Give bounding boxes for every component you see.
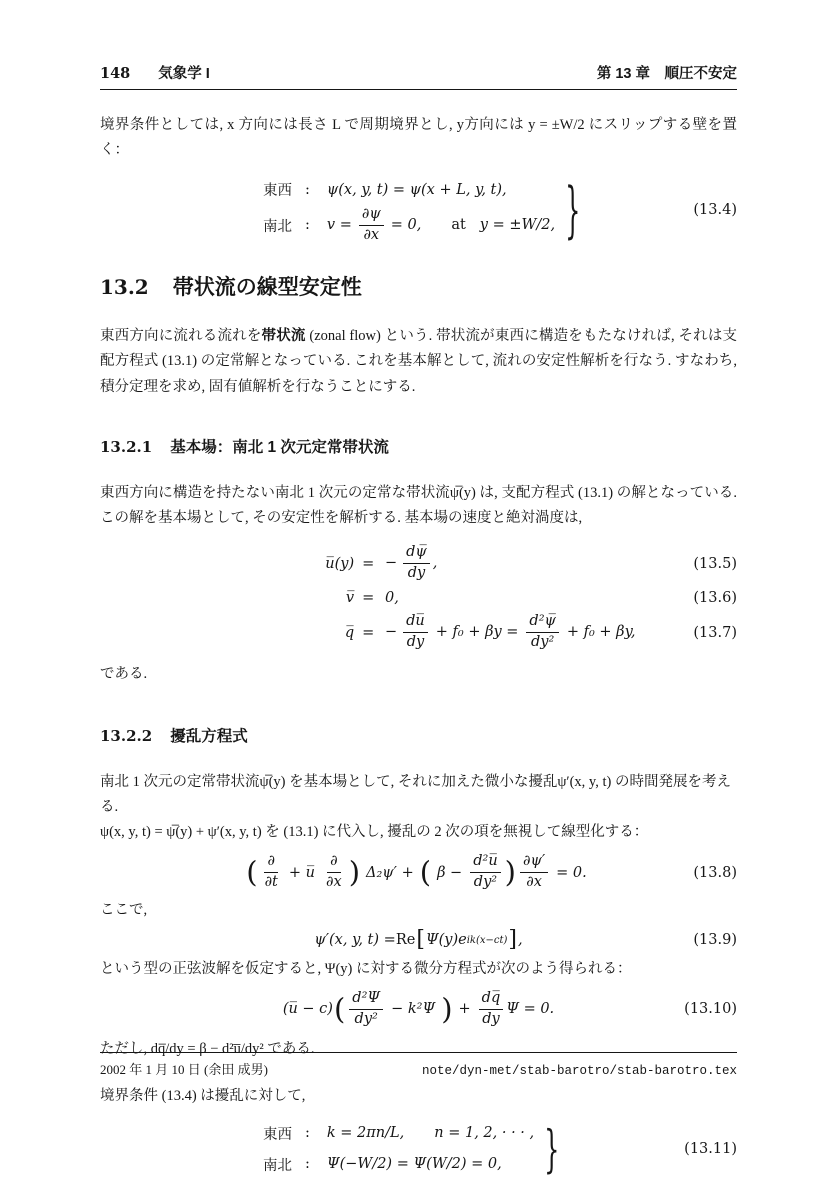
- subsection-heading-13-2-1: [100, 435, 737, 457]
- section-paragraph: [100, 324, 737, 401]
- subsection-heading-13-2-2: [100, 724, 737, 746]
- equation-13-7: [100, 610, 737, 655]
- colon: :: [305, 1156, 310, 1173]
- fraction: [359, 207, 384, 244]
- equation-rhs: 0,: [384, 590, 399, 607]
- fraction: [470, 854, 500, 891]
- paragraph-text: 東西方向に流れる流れを: [100, 327, 262, 344]
- case-rows: [263, 1120, 534, 1178]
- fraction-denominator: dy: [406, 634, 425, 651]
- direction-label-east-west: 東西: [263, 1126, 292, 1143]
- right-brace: }: [544, 1119, 560, 1178]
- re-operator: Re: [395, 932, 416, 948]
- equation-number: (13.10): [684, 1001, 737, 1018]
- equation-13-8: [100, 854, 737, 891]
- plus-sign: +: [458, 1001, 471, 1018]
- subsection-number: 13.2.1: [100, 438, 153, 457]
- document-page: [100, 0, 737, 1178]
- kokode-text: ここで,: [100, 902, 148, 918]
- fraction-denominator: ∂x: [526, 874, 542, 891]
- equation-lhs: q̅: [344, 624, 355, 641]
- page-header: [100, 62, 737, 90]
- equation-text: β −: [437, 864, 463, 881]
- paragraph-line: ψ(x, y, t) = ψ̅(y) + ψ′(x, y, t) を (13.1) に代入し, 擾乱の 2 次の項を無視して線型化する：: [100, 824, 649, 841]
- case-row-north-south: [263, 207, 555, 244]
- equation-number: (13.7): [693, 624, 737, 641]
- fraction: [479, 991, 504, 1028]
- tadashi-paragraph: ただし, dq̅/dy = β − d²u̅/dy² である.: [100, 1040, 315, 1057]
- equals-sign: =: [362, 555, 375, 572]
- fraction-denominator: ∂t: [264, 874, 278, 891]
- equation-text: y = ±W/2,: [479, 217, 556, 234]
- equation-text: = 0.: [556, 864, 587, 881]
- fraction-denominator: dy: [407, 565, 426, 582]
- dearu-text: である.: [100, 666, 148, 683]
- equation-text: ψ(x, y, t) = ψ(x + L, y, t),: [326, 181, 507, 198]
- fraction-denominator: ∂x: [326, 874, 342, 891]
- right-paren: ): [504, 855, 516, 890]
- fraction-numerator: ∂ψ′: [520, 854, 548, 873]
- equation-text: Ψ(y)e: [425, 932, 467, 948]
- equation-group-13-5-to-13-7: [100, 541, 737, 655]
- equation-13-4: [100, 176, 737, 244]
- colon: :: [305, 217, 310, 234]
- subsection-number: 13.2.2: [100, 727, 153, 746]
- equation-text: ,: [518, 932, 523, 948]
- colon: :: [305, 181, 310, 198]
- fraction-denominator: dy²: [354, 1010, 378, 1027]
- header-left: [100, 62, 210, 83]
- fraction: [520, 854, 548, 891]
- page-number: 148: [100, 65, 131, 82]
- equation-rhs: [385, 610, 665, 655]
- equation-text: + f₀ + βy,: [566, 624, 636, 641]
- boundary-condition-paragraph: 境界条件 (13.4) は擾乱に対して,: [100, 1087, 306, 1104]
- minus-sign: −: [384, 624, 398, 641]
- equation-13-10: [100, 991, 737, 1028]
- cases-group: [263, 1120, 559, 1178]
- fraction-numerator: d²Ψ: [349, 991, 383, 1010]
- direction-label-north-south: 南北: [263, 1157, 292, 1174]
- equation-text: (u̅ − c): [282, 1001, 333, 1018]
- equation-lhs: u̅(y): [325, 555, 355, 572]
- fraction-denominator: ∂x: [363, 226, 380, 243]
- equation-13-9: [100, 929, 737, 951]
- equation-text: ,: [432, 555, 438, 572]
- intro-paragraph: 境界条件としては, x 方向には長さ L で周期境界とし, y方向には y = ±W/2 にスリップする壁を置く：: [100, 117, 737, 158]
- section-title: 帯状流の線型安定性: [172, 275, 362, 299]
- sine-wave-paragraph: という型の正弦波解を仮定すると, Ψ(y) に対する微分方程式が次のよう得られる：: [100, 961, 632, 977]
- minus-sign: −: [384, 555, 398, 572]
- equation-number: (13.6): [693, 590, 737, 607]
- course-title: 気象学 I: [158, 66, 210, 82]
- case-rows: [263, 176, 555, 244]
- fraction: [262, 854, 281, 891]
- fraction: [526, 614, 558, 651]
- equation-text: Δ₂ψ′ +: [366, 864, 414, 881]
- cases-group: [263, 176, 580, 244]
- case-row-north-south: [263, 1151, 534, 1178]
- equation-text: Ψ = 0.: [506, 1001, 555, 1018]
- paragraph-text: (zonal flow) という. 帯状流が東西に構造をもたなければ, それは支配方程式 (13.1) の定常解となっている. これを基本解として, 流れの安定性解析を行なう. すなわち, 積分定理を求め, 固有値解析を行なうことにする.: [100, 327, 738, 395]
- subsection-title: 基本場：南北 1 次元定常帯状流: [170, 439, 389, 457]
- left-paren: (: [246, 855, 258, 890]
- chapter-title: 第 13 章 順圧不安定: [596, 66, 737, 82]
- equation-number: (13.11): [684, 1140, 737, 1157]
- equation-13-11: [100, 1120, 737, 1178]
- fraction: [403, 614, 428, 651]
- right-paren: ): [348, 855, 361, 890]
- fraction-numerator: d²ψ̅: [526, 614, 558, 633]
- paragraph-line: 南北 1 次元の定常帯状流ψ̅(y) を基本場として, それに加えた微小な擾乱ψ′(x, y, t) の時間発展を考える.: [100, 774, 731, 816]
- equation-number: (13.8): [693, 864, 737, 881]
- case-row-east-west: [263, 1120, 534, 1147]
- fraction-numerator: dψ̅: [403, 545, 430, 564]
- fraction-denominator: dy²: [530, 634, 555, 651]
- direction-label-north-south: 南北: [263, 218, 292, 235]
- right-brace: }: [565, 174, 581, 246]
- left-bracket: [: [416, 927, 425, 952]
- section-heading: [100, 271, 737, 301]
- equation-text: v =: [326, 217, 352, 234]
- equation-text: k = 2πn/L,: [326, 1125, 405, 1142]
- equation-13-5: [100, 541, 737, 586]
- equation-13-6: [100, 586, 737, 610]
- left-paren: (: [419, 855, 432, 890]
- fraction: [323, 854, 345, 891]
- equation-text: + f₀ + βy =: [435, 624, 519, 641]
- revision-date: 2002 年 1 月 10 日 (余田 成男): [100, 1062, 268, 1077]
- equation-number: (13.5): [693, 555, 737, 572]
- source-file-path: note/dyn-met/stab-barotro/stab-barotro.tex: [421, 1064, 737, 1078]
- equation-text: n = 1, 2, · · · ,: [434, 1125, 535, 1142]
- equation-lhs: v̅: [345, 590, 355, 607]
- equation-text: − k²Ψ: [391, 1001, 436, 1018]
- fraction-numerator: ∂: [327, 854, 341, 873]
- fraction-numerator: du̅: [403, 614, 428, 633]
- exponent: ik(x−ct): [466, 934, 508, 946]
- equation-rhs: [385, 541, 665, 586]
- fraction: [403, 545, 430, 582]
- right-bracket: ]: [508, 927, 518, 952]
- fraction: [349, 991, 383, 1028]
- direction-label-east-west: 東西: [263, 183, 292, 199]
- case-row-east-west: [263, 176, 555, 203]
- page-footer: [100, 1052, 737, 1078]
- fraction-denominator: dy: [482, 1010, 500, 1027]
- equation-text: Ψ(−W/2) = Ψ(W/2) = 0,: [326, 1156, 502, 1173]
- basic-field-paragraph: 東西方向に構造を持たない南北 1 次元の定常な帯状流ψ̅(y) は, 支配方程式 (13.1) の解となっている. この解を基本場として, その安定性を解析する. 基本場の速度と絶対渦度は,: [100, 485, 737, 527]
- equals-sign: =: [362, 624, 375, 641]
- fraction-numerator: d²u̅: [470, 854, 500, 873]
- fraction-denominator: dy²: [473, 874, 498, 891]
- fraction-numerator: dq̅: [479, 991, 504, 1010]
- colon: :: [305, 1125, 310, 1142]
- equation-number: (13.4): [693, 201, 737, 218]
- equals-sign: =: [362, 590, 375, 607]
- at-keyword: at: [451, 217, 466, 234]
- fraction-numerator: ∂: [264, 854, 278, 873]
- equation-text: ψ′(x, y, t) =: [314, 932, 396, 948]
- equation-number: (13.9): [693, 932, 737, 948]
- perturbation-paragraph: [100, 770, 737, 845]
- bold-term-zonal-flow: 帯状流: [261, 327, 306, 344]
- section-number: 13.2: [100, 274, 149, 299]
- equation-text: + u̅: [288, 864, 315, 881]
- left-paren: (: [333, 991, 346, 1026]
- subsection-title: 擾乱方程式: [170, 728, 248, 746]
- fraction-numerator: ∂ψ: [359, 207, 384, 226]
- right-paren: ): [441, 991, 453, 1026]
- equation-text: = 0,: [390, 217, 422, 234]
